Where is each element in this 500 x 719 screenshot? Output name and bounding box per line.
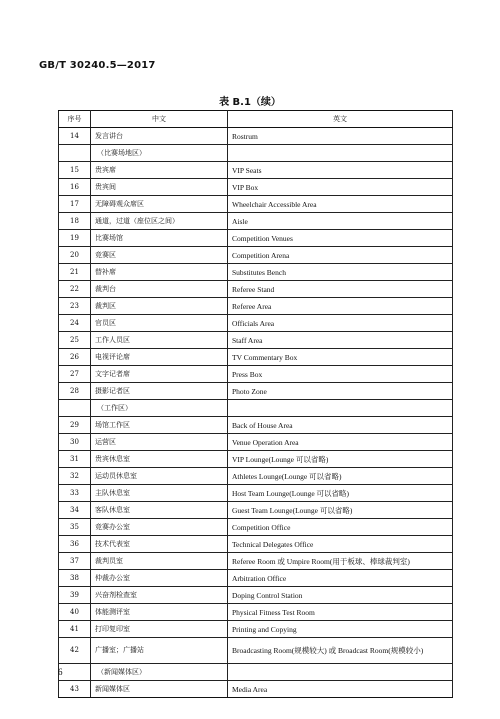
cell-chinese: 场馆工作区	[91, 417, 228, 434]
cell-chinese: 贵宾间	[91, 179, 228, 196]
cell-number: 29	[59, 417, 91, 434]
cell-number: 17	[59, 196, 91, 213]
table-row	[59, 519, 453, 536]
table-row	[59, 681, 453, 698]
cell-number: 26	[59, 349, 91, 366]
cell-chinese: 竞赛区	[91, 247, 228, 264]
table-row	[59, 638, 453, 664]
cell-chinese: 广播室；广播站	[91, 638, 228, 664]
cell-chinese: 新闻媒体区	[91, 681, 228, 698]
cell-chinese: 运动员休息室	[91, 468, 228, 485]
cell-english	[228, 400, 453, 417]
cell-chinese: 发言讲台	[91, 128, 228, 145]
cell-number	[59, 145, 91, 162]
table-row	[59, 485, 453, 502]
cell-chinese: 客队休息室	[91, 502, 228, 519]
cell-chinese: 裁判员室	[91, 553, 228, 570]
cell-chinese: 兴奋剂检查室	[91, 587, 228, 604]
cell-english: Referee Area	[228, 298, 453, 315]
cell-english: Referee Room 或 Umpire Room(用于板球、棒球裁判室)	[228, 553, 453, 570]
cell-english: Press Box	[228, 366, 453, 383]
standard-number: GB/T 30240.5—2017	[39, 60, 156, 71]
cell-number: 22	[59, 281, 91, 298]
cell-english: Host Team Lounge(Lounge 可以省略)	[228, 485, 453, 502]
cell-number	[59, 664, 91, 681]
cell-english: Aisle	[228, 213, 453, 230]
cell-number: 15	[59, 162, 91, 179]
table-row	[59, 451, 453, 468]
table-row	[59, 502, 453, 519]
table-row	[59, 298, 453, 315]
cell-number: 14	[59, 128, 91, 145]
cell-english: Photo Zone	[228, 383, 453, 400]
cell-number: 34	[59, 502, 91, 519]
cell-number: 39	[59, 587, 91, 604]
table-row	[59, 315, 453, 332]
cell-english: Technical Delegates Office	[228, 536, 453, 553]
table-row	[59, 417, 453, 434]
cell-english: Substitutes Bench	[228, 264, 453, 281]
cell-english: VIP Box	[228, 179, 453, 196]
cell-english: Staff Area	[228, 332, 453, 349]
cell-chinese: 比赛场馆	[91, 230, 228, 247]
table-section-row	[59, 145, 453, 162]
cell-english	[228, 664, 453, 681]
cell-number: 18	[59, 213, 91, 230]
table-row	[59, 536, 453, 553]
cell-english: Physical Fitness Test Room	[228, 604, 453, 621]
cell-chinese: 工作人员区	[91, 332, 228, 349]
cell-english: Referee Stand	[228, 281, 453, 298]
cell-chinese: 技术代表室	[91, 536, 228, 553]
table-row	[59, 468, 453, 485]
cell-chinese: 摄影记者区	[91, 383, 228, 400]
cell-number: 24	[59, 315, 91, 332]
cell-english: Athletes Lounge(Lounge 可以省略)	[228, 468, 453, 485]
cell-number: 36	[59, 536, 91, 553]
cell-number: 32	[59, 468, 91, 485]
cell-english: Venue Operation Area	[228, 434, 453, 451]
cell-number: 27	[59, 366, 91, 383]
table-row	[59, 434, 453, 451]
cell-english: Media Area	[228, 681, 453, 698]
cell-chinese: （新闻媒体区）	[91, 664, 228, 681]
cell-number: 35	[59, 519, 91, 536]
cell-number: 33	[59, 485, 91, 502]
cell-english: Arbitration Office	[228, 570, 453, 587]
cell-english: Rostrum	[228, 128, 453, 145]
table-row	[59, 604, 453, 621]
table-title: 表 B.1（续）	[219, 97, 281, 108]
cell-number: 19	[59, 230, 91, 247]
cell-english: Broadcasting Room(规模较大) 或 Broadcast Room(规模较小)	[228, 638, 453, 664]
table-row	[59, 264, 453, 281]
table-row	[59, 247, 453, 264]
cell-chinese: 贵宾席	[91, 162, 228, 179]
cell-number: 41	[59, 621, 91, 638]
cell-chinese: 裁判区	[91, 298, 228, 315]
cell-number: 21	[59, 264, 91, 281]
table-row	[59, 587, 453, 604]
table-row	[59, 179, 453, 196]
cell-number: 31	[59, 451, 91, 468]
cell-chinese: 电视评论席	[91, 349, 228, 366]
cell-english	[228, 145, 453, 162]
table-row	[59, 383, 453, 400]
cell-chinese: 打印复印室	[91, 621, 228, 638]
column-header-english: 英文	[228, 111, 453, 128]
cell-chinese: 官员区	[91, 315, 228, 332]
cell-english: Guest Team Lounge(Lounge 可以省略)	[228, 502, 453, 519]
table-row	[59, 621, 453, 638]
cell-number: 23	[59, 298, 91, 315]
cell-number: 42	[59, 638, 91, 664]
table-row	[59, 213, 453, 230]
terms-table	[58, 110, 453, 698]
cell-number: 30	[59, 434, 91, 451]
cell-english: Back of House Area	[228, 417, 453, 434]
table-row	[59, 162, 453, 179]
cell-english: VIP Lounge(Lounge 可以省略)	[228, 451, 453, 468]
cell-chinese: 通道，过道（座位区之间）	[91, 213, 228, 230]
cell-english: Officials Area	[228, 315, 453, 332]
cell-chinese: 文字记者席	[91, 366, 228, 383]
cell-english: Competition Arena	[228, 247, 453, 264]
cell-number: 40	[59, 604, 91, 621]
cell-number: 28	[59, 383, 91, 400]
cell-chinese: 仲裁办公室	[91, 570, 228, 587]
cell-number: 25	[59, 332, 91, 349]
cell-number	[59, 400, 91, 417]
table-row	[59, 128, 453, 145]
cell-number: 43	[59, 681, 91, 698]
cell-english: Wheelchair Accessible Area	[228, 196, 453, 213]
cell-number: 37	[59, 553, 91, 570]
column-header-chinese: 中文	[91, 111, 228, 128]
cell-english: TV Commentary Box	[228, 349, 453, 366]
table-row	[59, 570, 453, 587]
cell-english: Competition Office	[228, 519, 453, 536]
page-number: 6	[58, 667, 63, 677]
cell-english: Printing and Copying	[228, 621, 453, 638]
cell-number: 38	[59, 570, 91, 587]
cell-number: 16	[59, 179, 91, 196]
table-row	[59, 332, 453, 349]
cell-number: 20	[59, 247, 91, 264]
cell-english: VIP Seats	[228, 162, 453, 179]
cell-chinese: 主队休息室	[91, 485, 228, 502]
cell-english: Doping Control Station	[228, 587, 453, 604]
table-row	[59, 230, 453, 247]
table-row	[59, 281, 453, 298]
table-section-row	[59, 664, 453, 681]
table-row	[59, 366, 453, 383]
column-header-number: 序号	[59, 111, 91, 128]
cell-chinese: 运营区	[91, 434, 228, 451]
cell-chinese: 贵宾休息室	[91, 451, 228, 468]
table-row	[59, 349, 453, 366]
cell-chinese: 裁判台	[91, 281, 228, 298]
cell-chinese: （工作区）	[91, 400, 228, 417]
table-header-row	[59, 111, 453, 128]
cell-chinese: 体能测评室	[91, 604, 228, 621]
cell-chinese: （比赛场地区）	[91, 145, 228, 162]
table-section-row	[59, 400, 453, 417]
cell-english: Competition Venues	[228, 230, 453, 247]
cell-chinese: 替补席	[91, 264, 228, 281]
cell-chinese: 竞赛办公室	[91, 519, 228, 536]
table-row	[59, 196, 453, 213]
table-row	[59, 553, 453, 570]
cell-chinese: 无障碍观众席区	[91, 196, 228, 213]
